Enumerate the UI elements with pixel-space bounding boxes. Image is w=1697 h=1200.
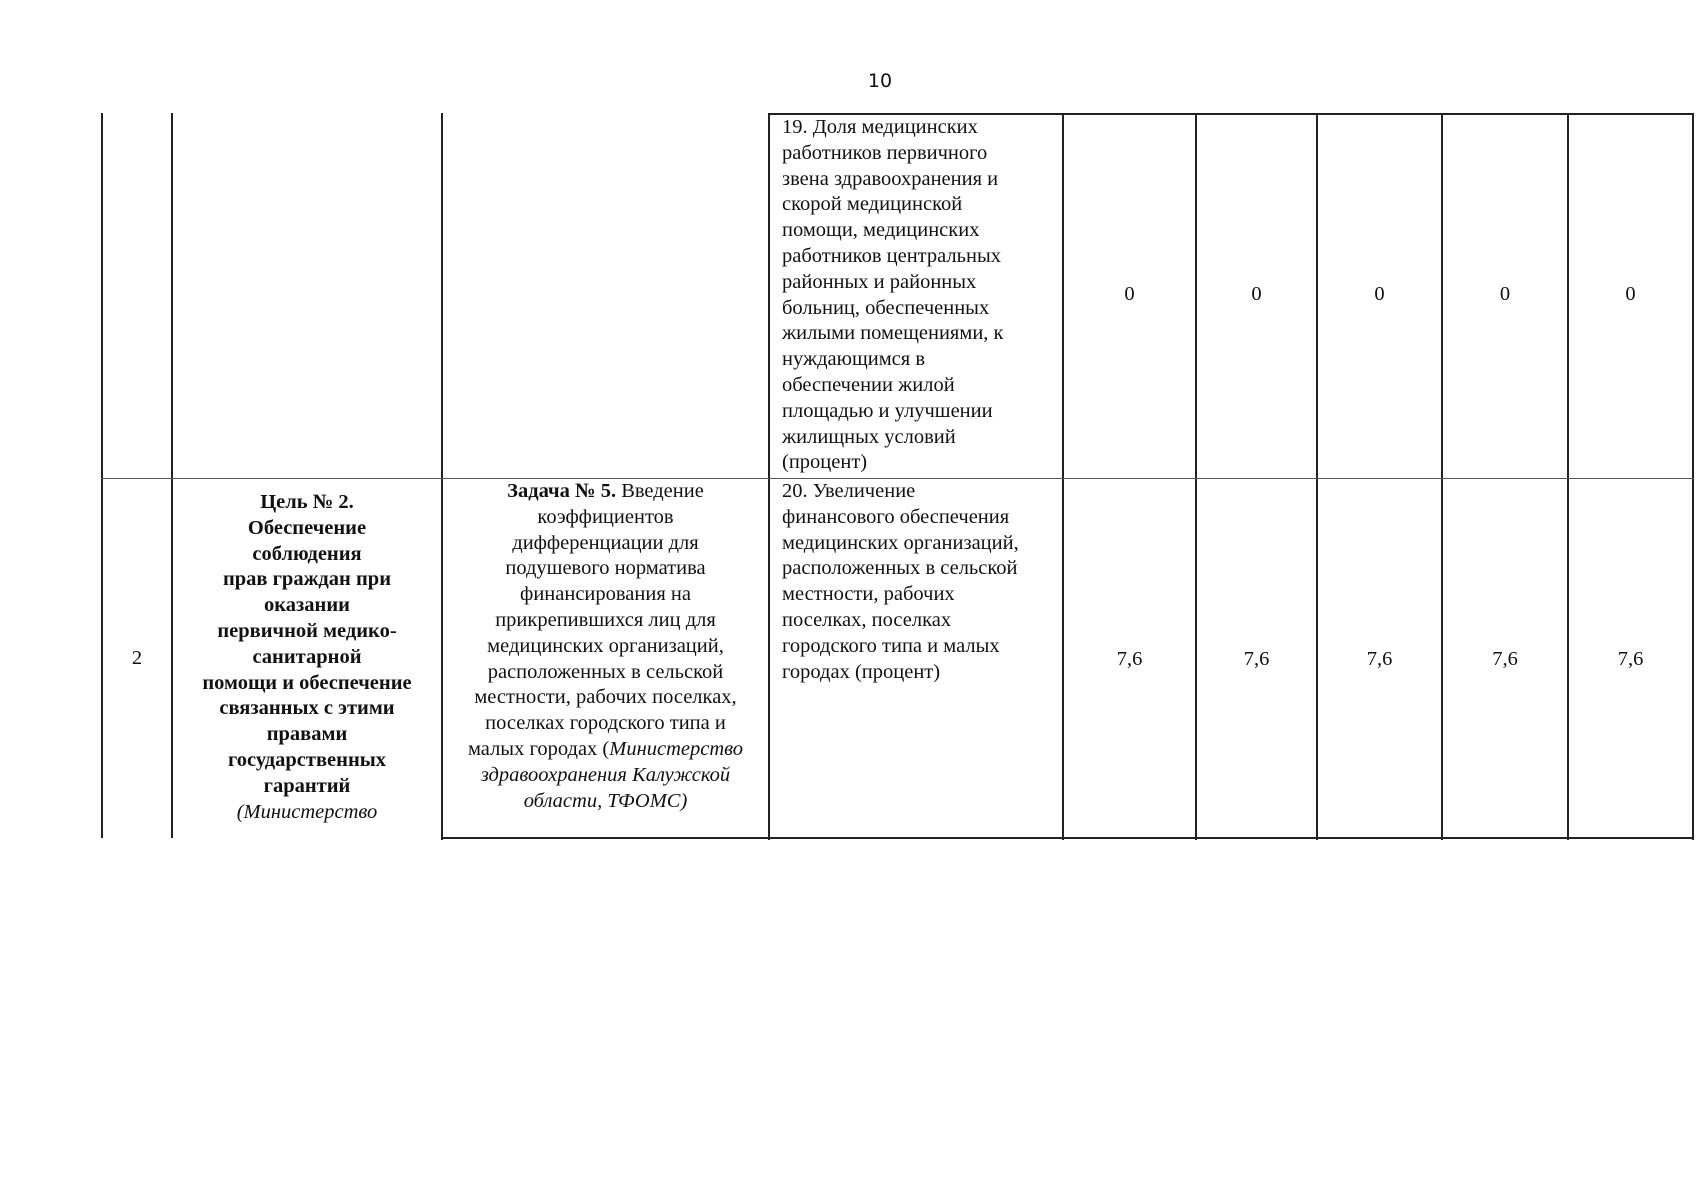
row1-value-4: 0 xyxy=(1499,283,1511,305)
indicator-20-line: медицинских организаций, xyxy=(782,531,1019,554)
row2-value-4: 7,6 xyxy=(1492,648,1518,670)
row2-value-5: 7,6 xyxy=(1617,648,1644,670)
indicator-19-line: (процент) xyxy=(782,451,868,474)
row2-value-1: 7,6 xyxy=(1116,648,1143,670)
task-5-italic: здравоохранения Калужской xyxy=(480,763,731,786)
task-5-line: расположенных в сельской xyxy=(487,660,724,683)
goal-2-line: помощи и обеспечение xyxy=(202,671,412,694)
indicator-19-line: скорой медицинской xyxy=(782,193,963,216)
indicator-19-line: жилыми помещениями, к xyxy=(782,322,1004,345)
goal-2-line: первичной медико- xyxy=(217,619,397,642)
page-number: 10 xyxy=(867,70,893,92)
task-5-line: подушевого норматива xyxy=(505,557,706,580)
goal-2-line: оказании xyxy=(264,594,350,617)
goal-2-line: соблюдения xyxy=(252,542,362,565)
task-5-line: дифференциации для xyxy=(512,531,699,554)
task-5-line: поселках городского типа и xyxy=(485,712,726,735)
row1-value-5: 0 xyxy=(1625,283,1636,305)
indicator-19-line: больниц, обеспеченных xyxy=(782,296,990,319)
indicator-20-line: городского типа и малых xyxy=(782,634,1000,657)
goal-2-line: правами xyxy=(266,723,348,746)
goal-2-note: (Министерство xyxy=(236,800,378,823)
goal-2-line: Обеспечение xyxy=(247,516,367,539)
indicator-20-line: расположенных в сельской xyxy=(782,557,1018,580)
indicator-19-line: нуждающимся в xyxy=(782,348,926,371)
indicator-20-cell xyxy=(782,479,1062,685)
goal-2-line: связанных с этими xyxy=(219,697,395,720)
indicator-19-line: жилищных условий xyxy=(782,425,956,448)
task-5-last: малых городах ( xyxy=(467,737,610,760)
row2-value-3: 7,6 xyxy=(1366,648,1393,670)
goal-2-line: государственных xyxy=(227,748,387,771)
indicator-20-line: местности, рабочих xyxy=(782,583,955,606)
task-5-italic: области, ТФОМС) xyxy=(523,789,688,812)
indicator-19-line: обеспечении жилой xyxy=(782,373,955,396)
indicator-20-line: поселках, поселках xyxy=(782,608,952,631)
row1-value-3: 0 xyxy=(1374,283,1385,305)
indicator-19-line: работников центральных xyxy=(782,244,1001,267)
indicator-19-line: работников первичного xyxy=(782,141,988,164)
goal-2-cell xyxy=(173,490,441,825)
task-5-line: медицинских организаций, xyxy=(487,634,724,657)
indicator-20-line: городах (процент) xyxy=(782,660,941,683)
indicator-19-line: районных и районных xyxy=(782,270,977,293)
goal-2-line: Цель № 2. xyxy=(260,491,354,513)
task-5-line: финансирования на xyxy=(520,583,691,606)
indicator-20-line: 20. Увеличение xyxy=(782,480,916,502)
task-5-line: прикрепившихся лиц для xyxy=(495,608,716,631)
indicator-19-line: помощи, медицинских xyxy=(782,219,980,242)
indicator-19-line: звена здравоохранения и xyxy=(782,167,999,190)
row2-value-2: 7,6 xyxy=(1243,648,1270,670)
task-5-label: Задача № 5. xyxy=(507,480,617,502)
goal-2-line: санитарной xyxy=(252,645,362,668)
task-5-line: местности, рабочих поселках, xyxy=(474,686,737,709)
indicator-19-cell xyxy=(782,115,1062,476)
row1-value-1: 0 xyxy=(1124,283,1135,305)
indicator-20-line: финансового обеспечения xyxy=(782,505,1010,528)
row1-value-2: 0 xyxy=(1251,283,1262,305)
indicator-19-line: площадью и улучшении xyxy=(782,399,993,422)
goal-2-line: прав граждан при xyxy=(222,568,392,591)
goal-2-line: гарантий xyxy=(263,774,351,797)
task-5-first: Введение xyxy=(616,480,704,502)
task-5-line: коэффициентов xyxy=(537,505,674,528)
row2-number: 2 xyxy=(131,647,143,669)
task-5-italic: Министерство xyxy=(609,737,744,760)
task-5-cell xyxy=(443,479,768,814)
indicator-19-line: 19. Доля медицинских xyxy=(782,116,978,138)
